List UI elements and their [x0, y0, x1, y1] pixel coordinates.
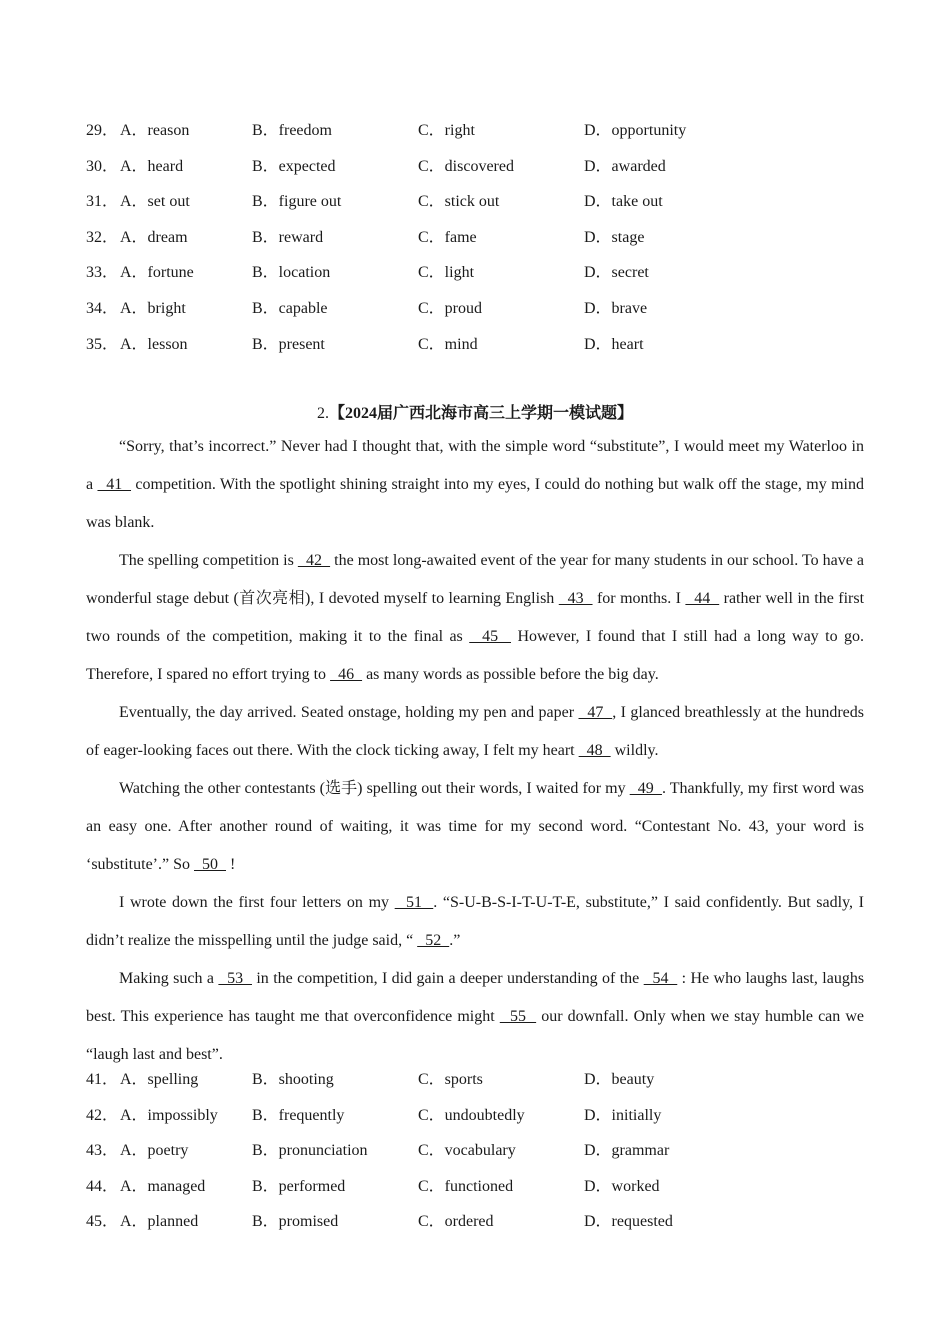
option-d: D．opportunity: [584, 122, 687, 139]
cloze-passage: [86, 428, 864, 1074]
question-row: [86, 1200, 866, 1236]
question-number: 31．: [86, 193, 119, 211]
option-d: D．awarded: [584, 157, 666, 175]
question-row: [86, 109, 866, 145]
option-a: A．spelling: [120, 1071, 199, 1088]
question-number: 42．: [86, 1106, 119, 1124]
option-d: D．worked: [584, 1177, 660, 1195]
option-b: B．performed: [252, 1177, 346, 1195]
passage-text: I wrote down the first four letters on my: [119, 894, 395, 911]
blank-47: 47: [578, 704, 613, 721]
option-c: C．ordered: [418, 1213, 494, 1231]
option-d: D．secret: [584, 264, 649, 282]
passage-text: Making such a: [119, 970, 219, 987]
blank-41: 41: [97, 476, 132, 493]
blank-54: 54: [643, 970, 678, 987]
option-c: C．right: [418, 122, 475, 139]
option-c: C．stick out: [418, 193, 500, 211]
option-d: D．brave: [584, 299, 648, 317]
blank-46: 46: [330, 666, 363, 683]
passage-text: rather well in the first two rounds of the competition, making it to the final as: [86, 590, 865, 645]
option-c: C．sports: [418, 1071, 483, 1088]
question-number: 33．: [86, 264, 119, 282]
blank-53: 53: [218, 970, 252, 987]
option-a: A．planned: [120, 1213, 199, 1231]
passage-text: .”: [449, 932, 461, 949]
option-b: B．shooting: [252, 1071, 334, 1088]
question-row: [86, 251, 866, 287]
paragraph-5: [86, 884, 864, 960]
option-b: B．pronunciation: [252, 1142, 368, 1160]
blank-55: 55: [499, 1008, 537, 1025]
passage-text: competition. With the spotlight shining straight into my eyes, I could do nothing but walk off the stage, my mind was blank.: [86, 476, 865, 531]
question-row: [86, 180, 866, 216]
question-row: [86, 216, 866, 252]
option-b: B．present: [252, 335, 325, 353]
paragraph-1: [86, 428, 864, 542]
paragraph-3: [86, 694, 864, 770]
question-number: 41．: [86, 1071, 119, 1088]
paragraph-4: [86, 770, 864, 884]
passage-text: in the competition, I did gain a deeper understanding of the: [251, 970, 644, 987]
question-number: 34．: [86, 299, 119, 317]
option-c: C．discovered: [418, 157, 514, 175]
passage-text: our downfall. Only when we stay humble can we “laugh last and best”.: [86, 1008, 865, 1063]
section-source: 【2024届广西北海市高三上学期一模试题】: [328, 405, 633, 422]
option-d: D．heart: [584, 335, 644, 353]
option-b: B．location: [252, 264, 331, 282]
question-row: [86, 145, 866, 181]
option-c: C．proud: [418, 299, 483, 317]
option-a: A．reason: [120, 122, 190, 139]
option-a: A．bright: [120, 299, 186, 317]
question-row: [86, 287, 866, 323]
option-d: D．beauty: [584, 1071, 655, 1088]
passage-text: for months. I: [592, 590, 686, 607]
option-c: C．functioned: [418, 1177, 514, 1195]
option-a: A．dream: [120, 228, 188, 246]
passage-text: The spelling competition is: [119, 552, 298, 569]
question-number: 29．: [86, 122, 119, 139]
question-number: 44．: [86, 1177, 119, 1195]
passage-text: wildly.: [610, 742, 659, 759]
passage-text: Eventually, the day arrived. Seated onstage, holding my pen and paper: [119, 704, 579, 721]
option-b: B．expected: [252, 157, 336, 175]
blank-48: 48: [578, 742, 611, 759]
question-number: 32．: [86, 228, 119, 246]
passage-text: Watching the other contestants (选手) spelling out their words, I waited for my: [119, 780, 630, 797]
option-a: A．managed: [120, 1177, 206, 1195]
option-c: C．mind: [418, 335, 478, 353]
section-title: [0, 400, 950, 423]
option-c: C．light: [418, 264, 475, 282]
passage-text: . Thankfully, my first word was an easy one. After another round of waiting, it was time for my second word. “Contestant No. 43, your word is ‘substitute’.” So: [86, 780, 864, 873]
blank-45: 45: [469, 628, 511, 645]
blank-44: 44: [685, 590, 720, 607]
option-b: B．freedom: [252, 122, 332, 139]
passage-text: “Sorry, that’s incorrect.” Never had I thought that, with the simple word “substitute”, I would meet my Waterloo in a: [86, 438, 864, 493]
passage-text: . “S-U-B-S-I-T-U-T-E, substitute,” I said confidently. But sadly, I didn’t realize the misspelling until the judge said, “: [86, 894, 865, 949]
option-d: D．grammar: [584, 1142, 670, 1160]
question-row: [86, 1058, 866, 1094]
option-b: B．figure out: [252, 193, 342, 211]
option-d: D．take out: [584, 193, 663, 211]
option-b: B．capable: [252, 299, 328, 317]
option-d: D．stage: [584, 228, 645, 246]
option-c: C．vocabulary: [418, 1142, 516, 1160]
options-table-top: [86, 109, 866, 358]
question-row: [86, 1129, 866, 1165]
blank-52: 52: [417, 932, 450, 949]
passage-text: , I glanced breathlessly at the hundreds of eager-looking faces out there. With the clock ticking away, I felt my heart: [86, 704, 865, 759]
option-d: D．initially: [584, 1106, 662, 1124]
section-number: 2.: [316, 405, 329, 422]
question-row: [86, 1094, 866, 1130]
option-a: A．heard: [120, 157, 184, 175]
question-number: 45．: [86, 1213, 119, 1231]
option-b: B．promised: [252, 1213, 339, 1231]
question-number: 30．: [86, 157, 119, 175]
option-a: A．poetry: [120, 1142, 189, 1160]
passage-text: !: [226, 856, 236, 873]
option-c: C．fame: [418, 228, 477, 246]
blank-43: 43: [558, 590, 593, 607]
options-table-bottom: [86, 1058, 866, 1236]
question-number: 43．: [86, 1142, 119, 1160]
option-a: A．lesson: [120, 335, 188, 353]
blank-49: 49: [629, 780, 662, 797]
option-a: A．set out: [120, 193, 190, 211]
blank-50: 50: [194, 856, 226, 873]
question-row: [86, 1165, 866, 1201]
passage-text: as many words as possible before the big day.: [362, 666, 659, 683]
question-row: [86, 323, 866, 359]
paragraph-6: [86, 960, 864, 1074]
blank-42: 42: [297, 552, 331, 569]
option-a: A．fortune: [120, 264, 194, 282]
option-a: A．impossibly: [120, 1106, 218, 1124]
option-d: D．requested: [584, 1213, 673, 1231]
passage-text: : He who laughs last, laughs best. This experience has taught me that overconfidence might: [86, 970, 865, 1025]
option-b: B．frequently: [252, 1106, 345, 1124]
paragraph-2: [86, 542, 864, 694]
question-number: 35．: [86, 335, 119, 353]
blank-51: 51: [394, 894, 434, 911]
passage-text: However, I found that I still had a long way to go. Therefore, I spared no effort trying to: [86, 628, 865, 683]
passage-text: the most long-awaited event of the year for many students in our school. To have a wonderful stage debut (首次亮相), I devoted myself to learning English: [86, 552, 865, 607]
option-b: B．reward: [252, 228, 324, 246]
option-c: C．undoubtedly: [418, 1106, 525, 1124]
